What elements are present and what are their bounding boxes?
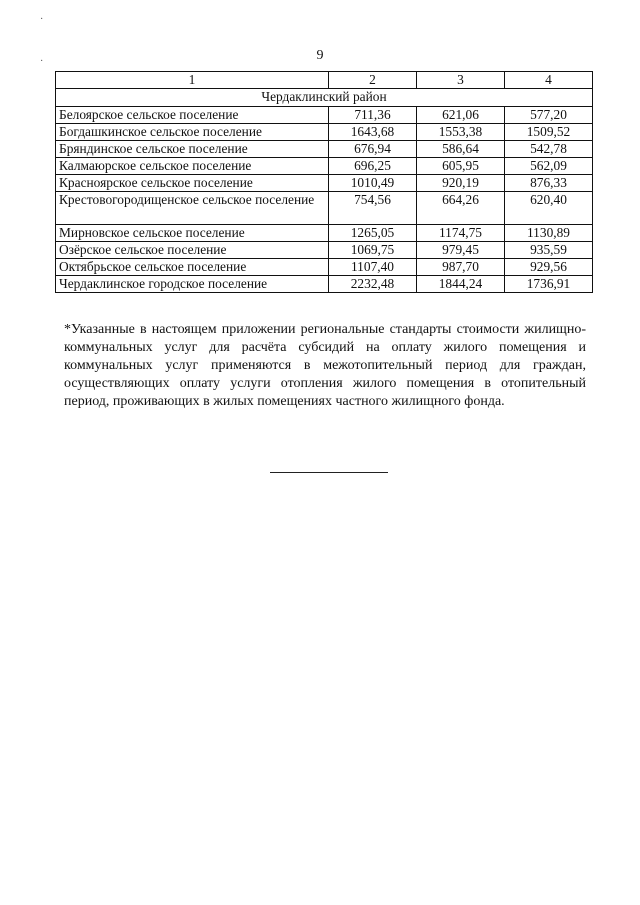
footnote-text: *Указанные в настоящем приложении региональные стандарты стоимости жилищно-коммунальных услуг для расчёта субсидий на оплату жилого помещения и коммунальных услуг применяются в межотопительный период для граждан, осуществляющих оплату услуги отопления жилого помещения в отопительный период, проживающих в жилых помещениях частного жилищного фонда. bbox=[64, 322, 586, 409]
value-column-4: 620,40 bbox=[505, 192, 593, 225]
value-column-2: 676,94 bbox=[329, 141, 417, 158]
value-column-4: 577,20 bbox=[505, 107, 593, 124]
table-row bbox=[56, 259, 593, 276]
table-row bbox=[56, 276, 593, 293]
table-row bbox=[56, 141, 593, 158]
scan-speck: · bbox=[40, 56, 44, 67]
value-column-3: 1553,38 bbox=[417, 124, 505, 141]
value-column-3: 586,64 bbox=[417, 141, 505, 158]
value-column-4: 935,59 bbox=[505, 242, 593, 259]
value-column-4: 929,56 bbox=[505, 259, 593, 276]
settlement-name: Калмаюрское сельское поселение bbox=[56, 158, 329, 175]
settlement-name: Красноярское сельское поселение bbox=[56, 175, 329, 192]
value-column-3: 1844,24 bbox=[417, 276, 505, 293]
value-column-4: 1736,91 bbox=[505, 276, 593, 293]
value-column-2: 1643,68 bbox=[329, 124, 417, 141]
value-column-2: 1265,05 bbox=[329, 225, 417, 242]
settlement-name: Озёрское сельское поселение bbox=[56, 242, 329, 259]
district-name: Чердаклинский район bbox=[56, 89, 593, 107]
value-column-2: 754,56 bbox=[329, 192, 417, 225]
settlement-name: Чердаклинское городское поселение bbox=[56, 276, 329, 293]
value-column-2: 696,25 bbox=[329, 158, 417, 175]
district-row bbox=[56, 89, 593, 107]
table-row bbox=[56, 158, 593, 175]
value-column-4: 542,78 bbox=[505, 141, 593, 158]
value-column-2: 1107,40 bbox=[329, 259, 417, 276]
column-number-1: 1 bbox=[56, 72, 329, 89]
value-column-3: 621,06 bbox=[417, 107, 505, 124]
table-row bbox=[56, 225, 593, 242]
table-row bbox=[56, 175, 593, 192]
column-number-4: 4 bbox=[505, 72, 593, 89]
value-column-3: 1174,75 bbox=[417, 225, 505, 242]
end-divider-line bbox=[270, 472, 388, 473]
settlement-name: Белоярское сельское поселение bbox=[56, 107, 329, 124]
value-column-3: 920,19 bbox=[417, 175, 505, 192]
settlement-name: Богдашкинское сельское поселение bbox=[56, 124, 329, 141]
value-column-2: 711,36 bbox=[329, 107, 417, 124]
table-row bbox=[56, 124, 593, 141]
value-column-3: 979,45 bbox=[417, 242, 505, 259]
value-column-4: 1509,52 bbox=[505, 124, 593, 141]
standards-table bbox=[55, 71, 593, 293]
value-column-3: 605,95 bbox=[417, 158, 505, 175]
table-row bbox=[56, 242, 593, 259]
value-column-4: 876,33 bbox=[505, 175, 593, 192]
table-body bbox=[56, 89, 593, 293]
settlement-name: Октябрьское сельское поселение bbox=[56, 259, 329, 276]
value-column-3: 664,26 bbox=[417, 192, 505, 225]
value-column-2: 1010,49 bbox=[329, 175, 417, 192]
value-column-3: 987,70 bbox=[417, 259, 505, 276]
table-row bbox=[56, 107, 593, 124]
settlement-name: Бряндинское сельское поселение bbox=[56, 141, 329, 158]
value-column-4: 562,09 bbox=[505, 158, 593, 175]
settlement-name: Мирновское сельское поселение bbox=[56, 225, 329, 242]
table-row bbox=[56, 192, 593, 225]
column-number-3: 3 bbox=[417, 72, 505, 89]
value-column-4: 1130,89 bbox=[505, 225, 593, 242]
scan-speck: · bbox=[40, 14, 44, 25]
value-column-2: 1069,75 bbox=[329, 242, 417, 259]
settlement-name: Крестовогородищенское сельское поселение bbox=[56, 192, 329, 225]
table-header-row bbox=[56, 72, 593, 89]
page-number: 9 bbox=[316, 48, 324, 63]
value-column-2: 2232,48 bbox=[329, 276, 417, 293]
column-number-2: 2 bbox=[329, 72, 417, 89]
